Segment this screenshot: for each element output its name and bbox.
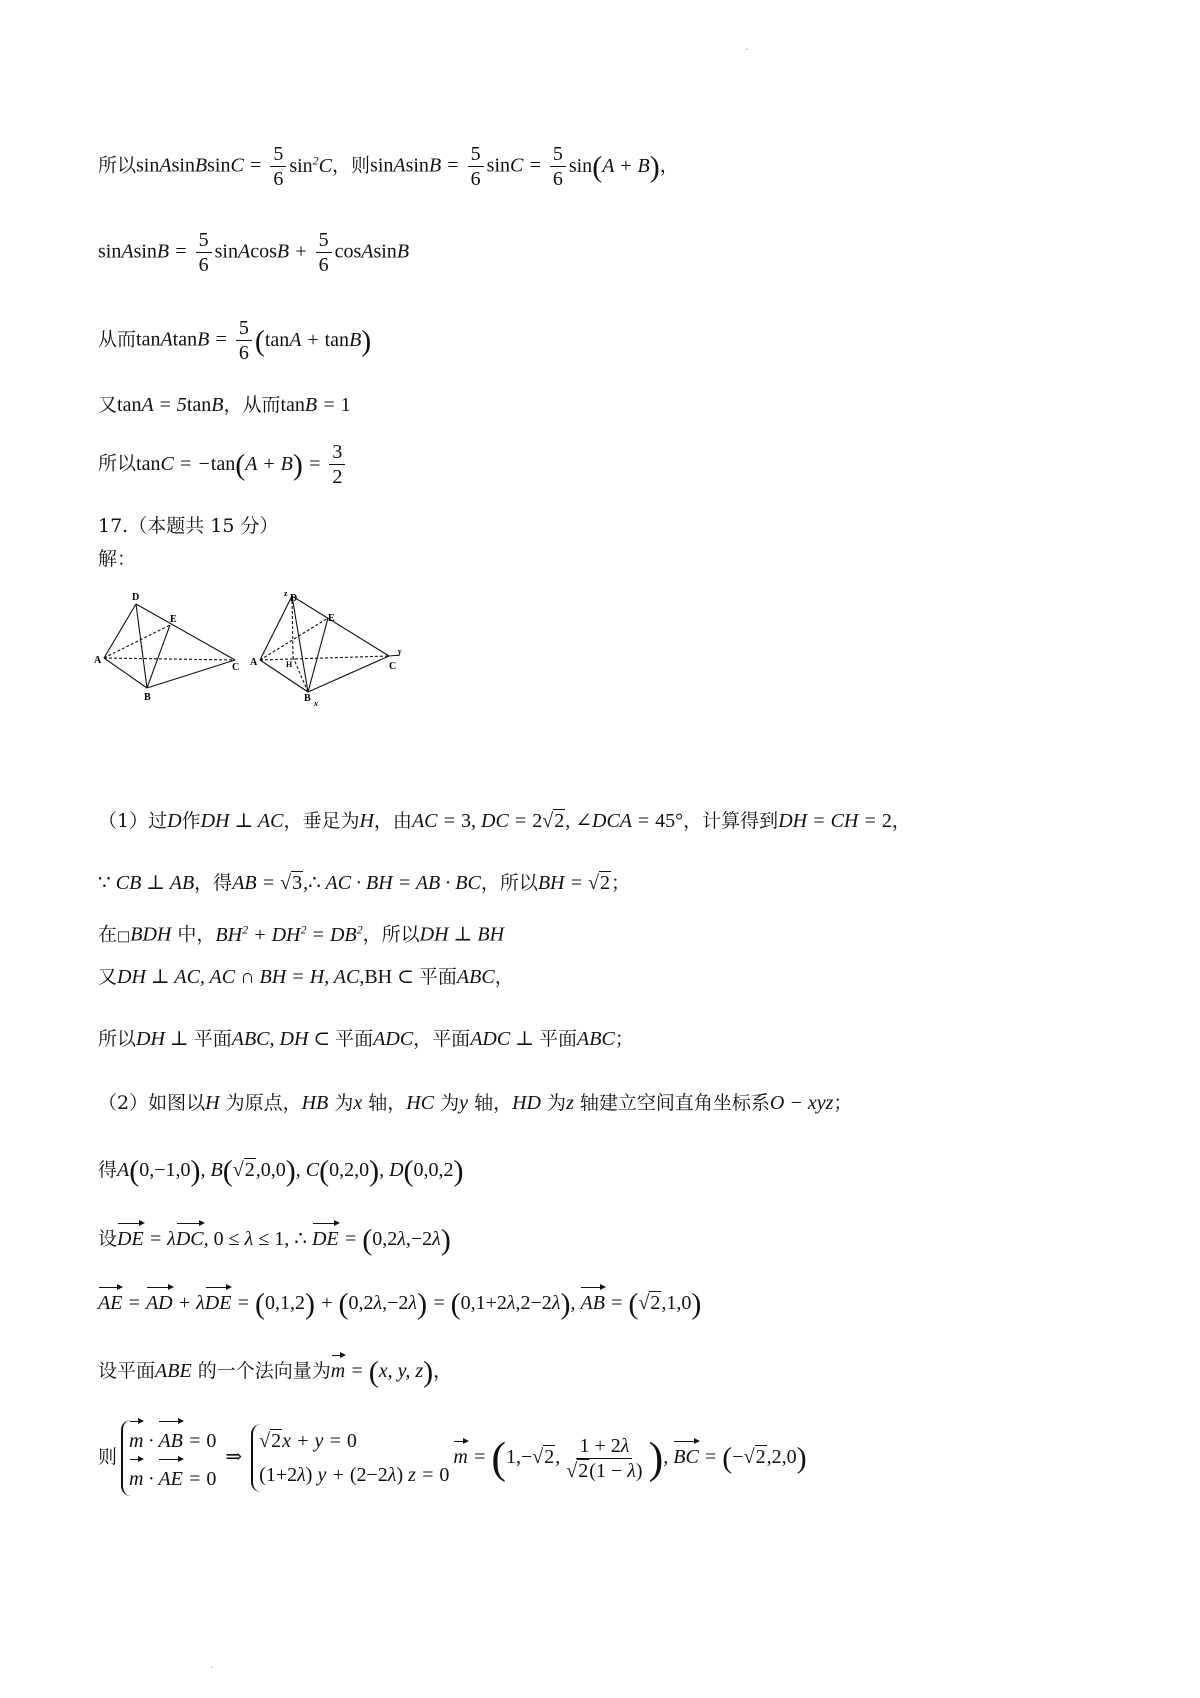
equation-line-4: 又tanA = 5tanB，从而tanB = 1 <box>98 394 351 416</box>
solution-part-2-line-4: AE = AD + λDE = (0,1,2) + (0,2λ,−2λ) = (0,1+2λ,2−2λ), AB = (√2,1,0) <box>98 1287 702 1321</box>
text-mid: ，从而 <box>223 394 281 416</box>
left-label-C: C <box>232 662 240 673</box>
equation-line-1: 所以sinAsinBsinC = $\frac{5}{6}$ $\sin^2C$，则sinAsinB = $\frac{5}{6}$ sinC = $\frac{5}{6}$ sin(A + B)， <box>98 143 679 190</box>
solution-label: 解： <box>98 548 137 570</box>
solution-part-1-line-3: 在□BDH 中，$BH^2 + DH^2 = DB^2$，所以DH ⊥ BH <box>98 922 505 946</box>
text: ， <box>494 966 514 988</box>
footer-mark: . <box>210 1660 214 1671</box>
triangle-box-glyph: □ <box>117 928 131 945</box>
text: 所以 <box>98 1028 137 1050</box>
geometry-figures <box>92 588 422 718</box>
text: ，计算得到 <box>683 810 779 832</box>
text-prefix: 又 <box>98 394 118 416</box>
text: 得 <box>98 1159 118 1181</box>
text: 为 <box>334 1092 354 1114</box>
text: ，所以 <box>362 923 420 946</box>
text-prefix: 所以 <box>98 452 137 475</box>
right-label-y: y <box>398 647 402 656</box>
right-label-D: D <box>290 593 298 604</box>
right-label-A: A <box>250 657 258 668</box>
text-mid: ，则 <box>332 154 371 177</box>
text: ，平面 <box>413 1028 471 1050</box>
text: 平面 <box>539 1028 578 1050</box>
text: 平面 <box>193 1028 232 1050</box>
left-label-D: D <box>132 592 140 603</box>
text: 在 <box>98 923 118 946</box>
text: 轴， <box>368 1092 407 1114</box>
equation-line-5: 所以tanC = −tan(A + B) = $\frac{3}{2}$ <box>98 440 348 489</box>
right-label-z: z <box>284 589 288 598</box>
text: ； <box>833 1092 853 1114</box>
text: （2）如图以 <box>98 1092 206 1114</box>
text: 中， <box>177 923 216 946</box>
text: 轴， <box>474 1092 513 1114</box>
solution-part-1-line-5: 所以DH ⊥ 平面ABC, DH ⊂ 平面ADC，平面ADC ⊥ 平面ABC； <box>98 1028 634 1050</box>
solution-part-2-line-5: 设平面ABE 的一个法向量为m = (x, y, z)， <box>98 1355 453 1389</box>
text: 设平面 <box>98 1360 156 1382</box>
text-prefix: 从而 <box>98 328 137 351</box>
text: ， <box>891 810 911 832</box>
solution-part-1-line-4: 又DH ⊥ AC, AC ∩ BH = H, AC,BH ⊂ 平面ABC， <box>98 966 514 988</box>
text: 为原点， <box>225 1092 302 1114</box>
text: 平面 <box>335 1028 374 1050</box>
text: 又 <box>98 966 118 988</box>
right-pyramid-figure <box>260 596 400 692</box>
solution-part-2-line-3: 设DE = λDC, 0 ≤ λ ≤ 1, ∴ DE = (0,2λ,−2λ) <box>98 1223 451 1257</box>
text: 则 <box>98 1446 118 1468</box>
text: 设 <box>98 1228 118 1250</box>
text: ； <box>614 1028 634 1050</box>
text: （1）过 <box>98 810 168 832</box>
right-label-E: E <box>328 613 335 624</box>
left-label-E: E <box>170 614 177 625</box>
text-prefix: 所以 <box>98 154 137 177</box>
header-mark: - <box>745 44 749 55</box>
text: ，所以 <box>480 872 538 894</box>
solution-part-1-line-1: （1）过D作DH ⊥ AC，垂足为H，由AC = 3, DC = 2√2, ∠DCA = 45°，计算得到DH = CH = 2， <box>98 810 911 832</box>
text-end: ， <box>659 154 679 177</box>
text: ，垂足为 <box>283 810 360 832</box>
left-label-B: B <box>144 692 151 703</box>
text: 轴建立空间直角坐标系 <box>579 1092 770 1114</box>
text: ， <box>433 1360 453 1382</box>
equation-line-3: 从而tanAtanB = $\frac{5}{6}$ (tanA + tanB) <box>98 317 372 364</box>
right-label-C: C <box>389 661 397 672</box>
text: ，由 <box>373 810 412 832</box>
text: 为 <box>440 1092 460 1114</box>
text: 的一个法向量为 <box>197 1360 331 1382</box>
right-label-x: x <box>314 699 318 708</box>
right-label-H: H <box>286 660 293 669</box>
solution-part-2-line-6: 则 m · AB = 0 m · AE = 0 ⇒ √2x + y = 0 (1+2λ) y + (2−2λ) z = 0 m = (1,−√2, $\frac{1 + 2\lambda}{√2(1 - \lambda)}$ ), BC = (−√2,2,0) <box>98 1420 807 1496</box>
text: 平面 <box>418 966 457 988</box>
solution-part-1-line-2: ∵ CB ⊥ AB，得AB = √3,∴ AC · BH = AB · BC，所以BH = √2； <box>98 872 630 894</box>
solution-part-2-line-2: 得A(0,−1,0), B(√2,0,0), C(0,2,0), D(0,0,2) <box>98 1154 464 1188</box>
question-17-title: 17.（本题共 15 分） <box>98 515 279 537</box>
text: 作 <box>181 810 201 832</box>
text: ，得 <box>194 872 233 894</box>
right-label-B: B <box>304 693 311 704</box>
solution-part-2-line-1: （2）如图以H 为原点，HB 为x 轴，HC 为y 轴，HD 为z 轴建立空间直角坐标系O − xyz； <box>98 1092 853 1114</box>
left-label-A: A <box>94 655 102 666</box>
text: ； <box>610 872 630 894</box>
text: 为 <box>547 1092 567 1114</box>
equation-line-2: sinAsinB = $\frac{5}{6}$ sinAcosB + $\frac{5}{6}$ cosAsinB <box>98 229 410 276</box>
